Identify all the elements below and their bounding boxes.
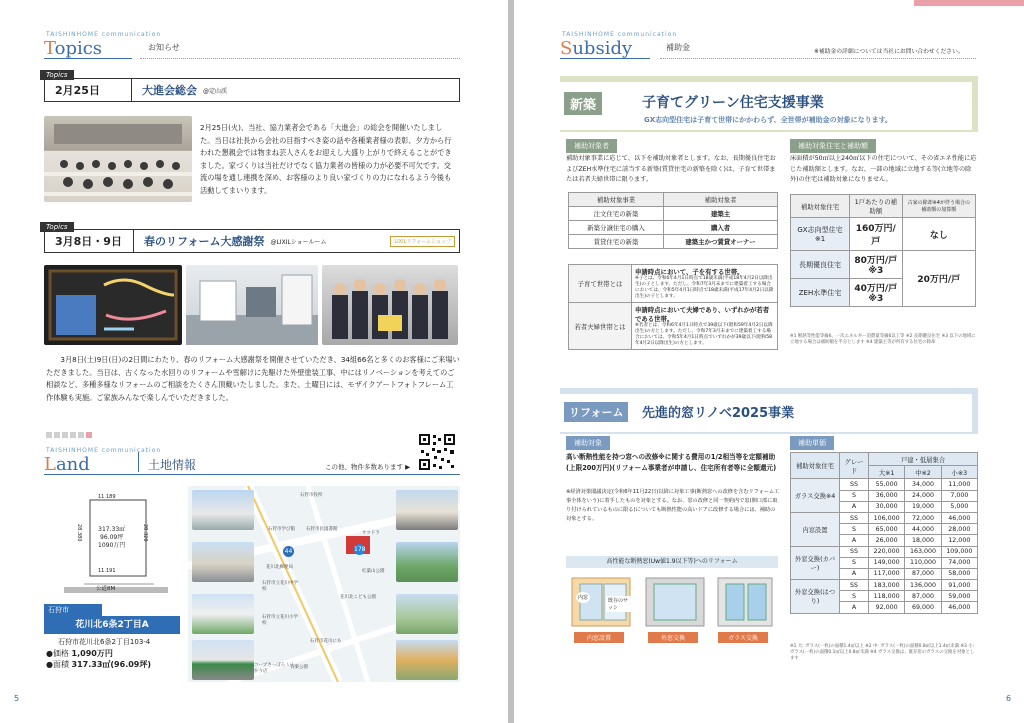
td: 80万円/戸 ※3 (850, 251, 903, 279)
map-label: 有楽公園 (290, 665, 308, 670)
new-badge: 新築 (564, 92, 602, 115)
td: S (840, 591, 869, 602)
window-type: 内窓設置 (574, 632, 624, 643)
brand-text: TAISHINHOME communication (562, 31, 678, 38)
td: SS (840, 580, 869, 591)
th: 大※1 (869, 466, 905, 479)
td: 外窓交換(はつり) (791, 580, 840, 614)
map-photo-store (396, 490, 458, 530)
reform-target-label: 補助対象 (566, 436, 610, 450)
td: 118,000 (869, 591, 905, 602)
td: SS (840, 512, 869, 523)
dim-right: 28.320 (142, 524, 148, 542)
map-label: 花川北郵便局 (266, 565, 293, 570)
td: GX志向型住宅 ※1 (791, 218, 850, 251)
left-page (0, 0, 508, 723)
td: 183,000 (869, 580, 905, 591)
dim-top: 11.189 (98, 494, 116, 500)
td: 24,000 (905, 490, 941, 501)
target-text: 補助対象事業に応じて、以下を補助対象者とします。なお、長期優良住宅およびZEH水準住宅に該当する新築(賃貸住宅の新築を除く)は、子育て世帯または若者夫婦世帯に限ります。 (566, 155, 776, 183)
event-photo-1 (44, 265, 182, 345)
land-address: 石狩市花川北6条2丁目103-4 (58, 638, 151, 646)
td: 26,000 (869, 535, 905, 546)
td: 7,000 (941, 490, 977, 501)
td: 59,000 (941, 591, 977, 602)
land-area-line (46, 659, 151, 670)
td-note: ※子とは、令和6年4月1日時点で18歳未満(平成18年4月2日以降出生)の子とします。ただし、令和7年3月末までに建築着工する場合においては、令和5年4月1日時点で18歳未満(平成17年4月2日以降出生)の子とします。 (635, 276, 774, 299)
th: グレード (840, 453, 869, 479)
topic-date: 2月25日 (55, 84, 100, 97)
page-number: 5 (14, 694, 20, 703)
price-table (790, 452, 978, 614)
window-type: 外窓交換 (648, 632, 698, 643)
th: 補助対象住宅 (791, 195, 850, 218)
land-price-line (46, 648, 113, 659)
topic-header (44, 78, 460, 102)
land-name: 花川北6条2丁目A (44, 616, 180, 634)
map-photo-park (396, 542, 458, 582)
td: 11,000 (941, 479, 977, 490)
map-photo-kids-park (396, 594, 458, 634)
td: 19,000 (905, 501, 941, 512)
th: 古家の除却※4が伴う場合の補助額の加算額 (902, 195, 975, 218)
td: 18,000 (905, 535, 941, 546)
staff-photo-art (322, 265, 458, 345)
map-label: 石狩市役所 (300, 493, 323, 498)
td: S (840, 524, 869, 535)
td: 34,000 (905, 479, 941, 490)
qr-code[interactable] (417, 432, 457, 472)
area-label: ●面積 (46, 660, 69, 669)
map-label: 石狩市学び館 (268, 527, 295, 532)
lot-area-tsubo: 96.09坪 (100, 534, 124, 541)
th: 戸建・低層集合 (869, 453, 978, 466)
td: 40万円/戸 ※3 (850, 279, 903, 307)
meeting-photo-art (44, 116, 192, 202)
td: 65,000 (869, 524, 905, 535)
blackboard-art (44, 265, 182, 345)
page-title: Subsidy (560, 38, 633, 59)
td: 購入者 (664, 221, 778, 235)
th: 補助対象者 (664, 193, 778, 207)
section-sub: お知らせ (148, 43, 180, 52)
td: 106,000 (869, 512, 905, 523)
topic-tag: Topics (40, 70, 74, 80)
window-illustrations (566, 574, 778, 630)
th: 補助対象住宅 (791, 453, 840, 479)
td: S (840, 490, 869, 501)
topic-date: 3月8日・9日 (55, 235, 122, 248)
td: SS (840, 479, 869, 490)
reform-target-text: 高い断熱性能を持つ窓への改修※に関する費用の1/2相当等を定額補助(上限200万円)(リフォーム事業者が申請し、住宅所有者等に全額還元) (566, 453, 777, 472)
new-subtitle: GX志向型住宅は子育て世帯にかかわらず、全世帯が補助金の対象になります。 (644, 116, 893, 124)
right-page (514, 0, 1024, 723)
price-label: 補助単価 (790, 436, 834, 450)
price-value: 1,090万円 (71, 649, 113, 658)
td: A (840, 602, 869, 613)
td-main: 申請時点において夫婦であり、いずれかが若者である世帯。 (635, 306, 770, 323)
td: 92,000 (869, 602, 905, 613)
map-photo-playground (396, 640, 458, 680)
window-banner: 高性能な断熱窓(Uw値1.9以下等)へのリフォーム (566, 556, 778, 568)
map-label: コープさっぽろ いしかり店 (254, 663, 296, 674)
td: 46,000 (941, 602, 977, 613)
lot-area-stack (98, 526, 125, 550)
showroom-art (186, 265, 318, 345)
topic-venue: @LIXILショールーム (270, 238, 327, 246)
qr-code-art (417, 432, 457, 472)
household-table (568, 264, 778, 350)
th: 補助対象事業 (569, 193, 664, 207)
td: 36,000 (869, 490, 905, 501)
new-footnote: ※1 断熱等性能等級6、一次エネルギー消費量等級6以上等 ※2 長期優良住宅 ※3 以下の地域に立地する場合は補助額を半分とします ※4 建築主等が所有する住宅の除却 (790, 334, 976, 345)
new-title: 子育てグリーン住宅支援事業 (642, 95, 824, 111)
subsidy-note: ※補助金の詳細については当社にお問い合わせください。 (814, 49, 964, 55)
td: A (840, 501, 869, 512)
price-label: ●価格 (46, 649, 69, 658)
td: S (840, 557, 869, 568)
td: 136,000 (905, 580, 941, 591)
target-label: 補助対象者 (566, 139, 617, 153)
road-label: 公道8M (96, 586, 116, 592)
meeting-photo (44, 116, 192, 202)
td: 117,000 (869, 568, 905, 579)
land-dots (46, 432, 92, 438)
map-label: 花川北こども公園 (340, 595, 376, 600)
brand-text: TAISHINHOME communication (46, 447, 162, 454)
topic-header (44, 229, 460, 253)
td: 28,000 (941, 524, 977, 535)
page-title: Topics (44, 38, 103, 59)
corner-accent (914, 0, 1024, 6)
td: 子育て世帯とは (569, 265, 632, 303)
event-photo-2 (186, 265, 318, 345)
td-note: ※若者とは、令和6年4月1日時点で39歳以下(昭和59年4月2日以降出生)の方とします。ただし、令和7年3月末までに建築着工する場合においては、令和5年4月1日時点でいずれかが39歳以下(昭和58年4月2日以降出生)の方とします。 (635, 323, 773, 346)
reform-footnote: ※1 大: ガラス(一枚)の面積1.4㎡以上 ※2 中: ガラス(一枚)の面積0.8㎡以上1.4㎡未満 ※3 小: ガラス(一枚)の面積0.1㎡以上0.8㎡未満 ※4 ガラス交換は、既存窓のガラスの交換を対象とします (790, 644, 975, 661)
target-table (568, 192, 778, 249)
amount-table (790, 194, 976, 307)
td: 建築主 (664, 207, 778, 221)
title-rule (560, 58, 650, 59)
map-photo-school (192, 594, 254, 634)
td: 新築分譲住宅の購入 (569, 221, 664, 235)
td: A (840, 535, 869, 546)
area-value: 317.33㎡(96.09坪) (71, 660, 152, 669)
td: ガラス交換※4 (791, 479, 840, 513)
td: なし (902, 218, 975, 251)
th: 中※2 (905, 466, 941, 479)
td: 外窓交換(カバー) (791, 546, 840, 580)
lixil-logo: LIXILリフォームショップ (390, 236, 455, 247)
window-type: ガラス交換 (718, 632, 768, 643)
td: 若者夫婦世帯とは (569, 303, 632, 350)
event-photo-3 (322, 265, 458, 345)
td: 58,000 (941, 568, 977, 579)
map-label: サツドラ (362, 531, 380, 536)
route-badge: 44 (284, 548, 293, 555)
map-label: 石狩市立花川中学校 (262, 581, 298, 592)
td-main: 申請時点において、子を有する世帯。 (635, 268, 744, 276)
land-title: Land (44, 454, 90, 475)
house-text: 床面積が50㎡以上240㎡以下の住宅について、その省エネ性能に応じた補助額とします。なお、一部の地域に立地する等(立地等の除外)の住宅は補助対象になりません。 (790, 155, 977, 183)
td: 長期優良住宅 (791, 251, 850, 279)
reform-target-note: ※経済対策閣議決定(令和6年11月22日)以降に対象工事(断熱窓への改修を含むリフォーム工事全体をいう)に着手したものを対象とする。なお、窓の改修と同一契約内で窓(開口部に取り付けられているものに限る)についても断熱性能の高いドアに改修する場合には、補助の対象とする。 (566, 489, 780, 522)
window-tag: 既存のサッシ (606, 596, 632, 612)
td: 110,000 (905, 557, 941, 568)
td: 注文住宅の新築 (569, 207, 664, 221)
house-label: 補助対象住宅と補助額 (790, 139, 876, 153)
td: 建築主かつ賃貸オーナー (664, 235, 778, 249)
map-photo-library (192, 542, 254, 582)
map-photo-coop (192, 640, 254, 680)
td: 72,000 (905, 512, 941, 523)
reform-badge: リフォーム (564, 402, 628, 422)
td: 160万円/戸 (850, 218, 903, 251)
td: 74,000 (941, 557, 977, 568)
lot-area-sqm: 317.33㎡ (98, 526, 126, 533)
title-dotted-rule (140, 58, 460, 59)
route-badge: 178 (354, 546, 366, 553)
title-dotted-rule (660, 58, 976, 59)
td: 91,000 (941, 580, 977, 591)
td: A (840, 568, 869, 579)
land-sub: 土地情報 (148, 458, 197, 472)
td: 12,000 (941, 535, 977, 546)
land-rule (44, 474, 460, 475)
lot-price: 1090万円 (98, 542, 126, 549)
td: 46,000 (941, 512, 977, 523)
map-label: 石狩市花川にも (310, 639, 342, 644)
td: 109,000 (941, 546, 977, 557)
topic-body: 3月8日(土)9日(日)の2日間にわたり、春のリフォーム大感謝祭を開催させていただき、34組66名と多くのお客様にご来場いただきました。当日は、古くなった水回りのリフォームや雪解けに先駆けた外壁塗装工事、中にはリノベーションを考えてのご相談など、多種多様なリフォームのご相談をたくさん頂戴いたしました。また、土曜日には、モザイクアートフォトフレーム工作体験も実施。ご家族みんなで楽しんでいただきました。 (46, 355, 460, 402)
section-sub: 補助金 (666, 43, 690, 52)
td: 55,000 (869, 479, 905, 490)
map-label: 紅葉山公園 (362, 569, 385, 574)
topic-tag: Topics (40, 222, 74, 232)
td: 内窓設置 (791, 512, 840, 546)
td: SS (840, 546, 869, 557)
map-photo-cityhall (192, 490, 254, 530)
td: 220,000 (869, 546, 905, 557)
reform-title: 先進的窓リノベ2025事業 (642, 406, 795, 421)
qr-note[interactable]: この他、物件多数あります ▶ (325, 463, 411, 471)
td: 69,000 (905, 602, 941, 613)
map-label: 石狩市立花川小学校 (262, 615, 298, 626)
topic-title: 大進会総会 (142, 84, 197, 97)
th: 小※3 (941, 466, 977, 479)
city-label: 石狩市 (44, 604, 102, 616)
td: 87,000 (905, 568, 941, 579)
topic-venue: @定山渓 (203, 87, 228, 95)
td: 149,000 (869, 557, 905, 568)
dim-bottom: 11.191 (98, 568, 116, 574)
td: 5,000 (941, 501, 977, 512)
td: 賃貸住宅の新築 (569, 235, 664, 249)
brand-text: TAISHINHOME communication (46, 31, 162, 38)
th: 1戸あたりの補助額 (850, 195, 903, 218)
td: 44,000 (905, 524, 941, 535)
title-rule (44, 58, 132, 59)
window-tag: 内窓 (576, 592, 590, 603)
td: 163,000 (905, 546, 941, 557)
td: ZEH水準住宅 (791, 279, 850, 307)
td: 30,000 (869, 501, 905, 512)
td: 87,000 (905, 591, 941, 602)
window-illustrations-art (566, 574, 778, 630)
td: 20万円/戸 (902, 251, 975, 307)
page-number: 6 (1006, 694, 1012, 703)
topic-body: 2月25日(火)、当社、協力業者会である「大進会」の総会を開催いたしました。当日は社長から会社の目指すべき姿の話や各種業者様の表彰、夕方から行われた懇親会では物まね芸人さんをお迎えし大盛り上がりで終えることができました。家づくりは当社だけでなく協力業者の皆様の力が必要不可欠です。交流の場を通し連携を深め、お客様のより良い家づくりの力になれるよう今後も活動してまいります。 (200, 123, 452, 195)
map-label: 石狩市民図書館 (306, 527, 338, 532)
topic-title: 春のリフォーム大感謝祭 (144, 235, 265, 248)
dim-left: 28.380 (76, 524, 82, 542)
